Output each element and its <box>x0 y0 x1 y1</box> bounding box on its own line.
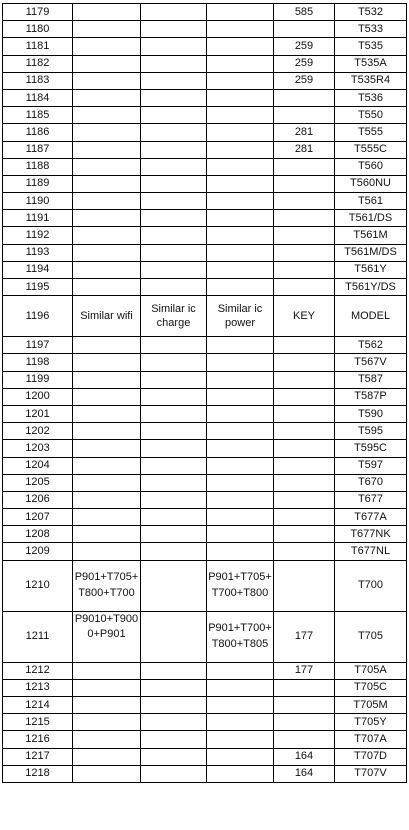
similar-ic-charge-cell <box>141 354 207 371</box>
header-similar-wifi: Similar wifi <box>73 296 141 337</box>
similar-ic-power-cell <box>207 526 274 543</box>
similar-ic-power-cell <box>207 124 274 141</box>
similar-ic-power-cell: P901+T705+T700+T800 <box>207 560 274 611</box>
model-cell: T560NU <box>335 175 407 192</box>
similar-ic-charge-cell <box>141 175 207 192</box>
key-cell: 164 <box>274 748 335 765</box>
similar-wifi-cell <box>73 4 141 21</box>
table-row <box>3 679 407 696</box>
similar-wifi-cell <box>73 354 141 371</box>
model-cell: T705A <box>335 662 407 679</box>
similar-ic-power-cell <box>207 279 274 296</box>
similar-ic-power-cell: P901+T700+T800+T805 <box>207 611 274 662</box>
similar-ic-power-cell <box>207 158 274 175</box>
similar-ic-charge-cell <box>141 38 207 55</box>
model-cell: T595 <box>335 423 407 440</box>
model-cell: T555C <box>335 141 407 158</box>
table-row <box>3 423 407 440</box>
row-number-cell: 1210 <box>3 560 73 611</box>
similar-ic-charge-cell <box>141 337 207 354</box>
similar-ic-power-cell <box>207 423 274 440</box>
similar-ic-power-cell <box>207 697 274 714</box>
similar-wifi-cell <box>73 474 141 491</box>
table-body-top <box>3 4 407 296</box>
row-number-cell: 1204 <box>3 457 73 474</box>
similar-wifi-cell <box>73 38 141 55</box>
similar-ic-power-cell <box>207 354 274 371</box>
similar-ic-charge-cell <box>141 193 207 210</box>
model-cell: T590 <box>335 405 407 422</box>
table-row <box>3 72 407 89</box>
row-number-cell: 1192 <box>3 227 73 244</box>
similar-ic-power-cell <box>207 21 274 38</box>
row-number-cell: 1217 <box>3 748 73 765</box>
similar-wifi-cell <box>73 193 141 210</box>
key-cell <box>274 279 335 296</box>
similar-ic-charge-cell <box>141 405 207 422</box>
table-row <box>3 714 407 731</box>
key-cell: 281 <box>274 141 335 158</box>
row-number-cell: 1179 <box>3 4 73 21</box>
model-cell: T705Y <box>335 714 407 731</box>
model-cell: T705M <box>335 697 407 714</box>
key-cell <box>274 107 335 124</box>
row-number-cell: 1183 <box>3 72 73 89</box>
similar-ic-power-cell <box>207 371 274 388</box>
table-row <box>3 279 407 296</box>
row-number-cell: 1181 <box>3 38 73 55</box>
similar-ic-charge-cell <box>141 731 207 748</box>
similar-ic-power-cell <box>207 388 274 405</box>
table-row <box>3 141 407 158</box>
similar-ic-power-cell <box>207 457 274 474</box>
row-number-cell: 1182 <box>3 55 73 72</box>
similar-ic-charge-cell <box>141 474 207 491</box>
similar-wifi-cell <box>73 210 141 227</box>
model-cell: T535 <box>335 38 407 55</box>
key-cell <box>274 337 335 354</box>
table-row <box>3 457 407 474</box>
row-number-cell: 1195 <box>3 279 73 296</box>
table-row <box>3 405 407 422</box>
similar-ic-power-cell <box>207 491 274 508</box>
model-cell: T535R4 <box>335 72 407 89</box>
table-row <box>3 55 407 72</box>
header-row-number: 1196 <box>3 296 73 337</box>
row-number-cell: 1197 <box>3 337 73 354</box>
row-number-cell: 1215 <box>3 714 73 731</box>
row-number-cell: 1185 <box>3 107 73 124</box>
similar-ic-charge-cell <box>141 543 207 560</box>
row-number-cell: 1180 <box>3 21 73 38</box>
table-row <box>3 440 407 457</box>
similar-ic-power-cell <box>207 175 274 192</box>
model-cell: T677 <box>335 491 407 508</box>
similar-wifi-cell <box>73 244 141 261</box>
similar-ic-charge-cell <box>141 21 207 38</box>
table-row <box>3 662 407 679</box>
similar-wifi-cell <box>73 423 141 440</box>
key-cell <box>274 89 335 106</box>
similar-ic-power-cell <box>207 4 274 21</box>
key-cell: 177 <box>274 611 335 662</box>
similar-ic-charge-cell <box>141 72 207 89</box>
similar-ic-charge-cell <box>141 423 207 440</box>
row-number-cell: 1202 <box>3 423 73 440</box>
similar-wifi-cell <box>73 405 141 422</box>
similar-ic-charge-cell <box>141 509 207 526</box>
similar-wifi-cell <box>73 748 141 765</box>
similar-ic-charge-cell <box>141 141 207 158</box>
row-number-cell: 1206 <box>3 491 73 508</box>
key-cell: 177 <box>274 662 335 679</box>
model-cell: T677NL <box>335 543 407 560</box>
similar-ic-power-cell <box>207 679 274 696</box>
similar-ic-power-cell <box>207 509 274 526</box>
model-cell: T550 <box>335 107 407 124</box>
key-cell <box>274 509 335 526</box>
model-cell: T677NK <box>335 526 407 543</box>
model-cell: T555 <box>335 124 407 141</box>
table-row <box>3 697 407 714</box>
table-header-row-group <box>3 296 407 337</box>
similar-ic-charge-cell <box>141 4 207 21</box>
similar-ic-charge-cell <box>141 158 207 175</box>
similar-ic-power-cell <box>207 765 274 782</box>
similar-ic-power-cell <box>207 210 274 227</box>
similar-wifi-cell <box>73 440 141 457</box>
model-cell: T561 <box>335 193 407 210</box>
model-cell: T707V <box>335 765 407 782</box>
table-row <box>3 4 407 21</box>
key-cell <box>274 371 335 388</box>
similar-ic-charge-cell <box>141 388 207 405</box>
similar-wifi-cell <box>73 141 141 158</box>
key-cell <box>274 543 335 560</box>
row-number-cell: 1207 <box>3 509 73 526</box>
key-cell <box>274 440 335 457</box>
key-cell <box>274 560 335 611</box>
key-cell <box>274 457 335 474</box>
row-number-cell: 1189 <box>3 175 73 192</box>
row-number-cell: 1193 <box>3 244 73 261</box>
similar-wifi-cell <box>73 371 141 388</box>
table-row <box>3 337 407 354</box>
row-number-cell: 1216 <box>3 731 73 748</box>
header-model: MODEL <box>335 296 407 337</box>
similar-ic-power-cell <box>207 141 274 158</box>
similar-wifi-cell <box>73 279 141 296</box>
row-number-cell: 1205 <box>3 474 73 491</box>
model-cell: T567V <box>335 354 407 371</box>
similar-wifi-cell <box>73 261 141 278</box>
similar-wifi-cell <box>73 731 141 748</box>
row-number-cell: 1188 <box>3 158 73 175</box>
header-row <box>3 296 407 337</box>
model-cell: T670 <box>335 474 407 491</box>
similar-wifi-cell <box>73 124 141 141</box>
similar-wifi-cell <box>73 175 141 192</box>
row-number-cell: 1200 <box>3 388 73 405</box>
table-row <box>3 491 407 508</box>
table-row <box>3 748 407 765</box>
model-cell: T707D <box>335 748 407 765</box>
model-cell: T561Y/DS <box>335 279 407 296</box>
similar-wifi-cell <box>73 107 141 124</box>
table-row <box>3 158 407 175</box>
similar-wifi-cell <box>73 697 141 714</box>
model-cell: T677A <box>335 509 407 526</box>
table-row <box>3 261 407 278</box>
similar-ic-power-cell <box>207 244 274 261</box>
table-row <box>3 38 407 55</box>
model-cell: T536 <box>335 89 407 106</box>
similar-ic-power-cell <box>207 107 274 124</box>
table-row <box>3 543 407 560</box>
key-cell <box>274 526 335 543</box>
similar-ic-power-cell <box>207 714 274 731</box>
similar-ic-power-cell <box>207 38 274 55</box>
table-body-bottom <box>3 337 407 783</box>
table-row <box>3 560 407 611</box>
row-number-cell: 1198 <box>3 354 73 371</box>
key-cell <box>274 261 335 278</box>
similar-ic-power-cell <box>207 227 274 244</box>
model-cell: T561M/DS <box>335 244 407 261</box>
key-cell <box>274 405 335 422</box>
key-cell <box>274 354 335 371</box>
model-compatibility-table <box>2 3 407 783</box>
similar-ic-charge-cell <box>141 227 207 244</box>
model-cell: T533 <box>335 21 407 38</box>
table-row <box>3 21 407 38</box>
key-cell: 281 <box>274 124 335 141</box>
similar-ic-power-cell <box>207 55 274 72</box>
similar-wifi-cell <box>73 679 141 696</box>
key-cell <box>274 244 335 261</box>
row-number-cell: 1212 <box>3 662 73 679</box>
table-row <box>3 193 407 210</box>
model-cell: T707A <box>335 731 407 748</box>
key-cell: 259 <box>274 55 335 72</box>
similar-wifi-cell: P901+T705+T800+T700 <box>73 560 141 611</box>
table-row <box>3 89 407 106</box>
key-cell <box>274 731 335 748</box>
similar-ic-power-cell <box>207 662 274 679</box>
key-cell <box>274 158 335 175</box>
similar-wifi-cell <box>73 388 141 405</box>
similar-ic-charge-cell <box>141 124 207 141</box>
similar-wifi-cell <box>73 457 141 474</box>
similar-ic-charge-cell <box>141 55 207 72</box>
similar-ic-charge-cell <box>141 765 207 782</box>
similar-wifi-cell <box>73 662 141 679</box>
similar-wifi-cell: P9010+T9000+P901 <box>73 611 141 662</box>
row-number-cell: 1211 <box>3 611 73 662</box>
key-cell <box>274 491 335 508</box>
header-similar-ic-power: Similar ic power <box>207 296 274 337</box>
header-key: KEY <box>274 296 335 337</box>
model-cell: T532 <box>335 4 407 21</box>
key-cell: 585 <box>274 4 335 21</box>
similar-ic-power-cell <box>207 543 274 560</box>
key-cell <box>274 679 335 696</box>
row-number-cell: 1190 <box>3 193 73 210</box>
model-table-container <box>2 3 407 783</box>
similar-ic-charge-cell <box>141 89 207 106</box>
model-cell: T597 <box>335 457 407 474</box>
key-cell <box>274 423 335 440</box>
similar-wifi-cell <box>73 89 141 106</box>
table-row <box>3 371 407 388</box>
similar-ic-charge-cell <box>141 526 207 543</box>
similar-ic-power-cell <box>207 89 274 106</box>
similar-ic-power-cell <box>207 474 274 491</box>
table-row <box>3 474 407 491</box>
row-number-cell: 1214 <box>3 697 73 714</box>
similar-ic-charge-cell <box>141 210 207 227</box>
similar-ic-charge-cell <box>141 279 207 296</box>
table-row <box>3 611 407 662</box>
similar-ic-power-cell <box>207 405 274 422</box>
similar-wifi-cell <box>73 55 141 72</box>
row-number-cell: 1191 <box>3 210 73 227</box>
table-row <box>3 124 407 141</box>
model-cell: T700 <box>335 560 407 611</box>
model-cell: T595C <box>335 440 407 457</box>
table-row <box>3 354 407 371</box>
similar-ic-charge-cell <box>141 679 207 696</box>
key-cell <box>274 227 335 244</box>
model-cell: T705C <box>335 679 407 696</box>
header-similar-ic-charge: Similar ic charge <box>141 296 207 337</box>
similar-wifi-cell <box>73 227 141 244</box>
similar-ic-power-cell <box>207 337 274 354</box>
model-cell: T535A <box>335 55 407 72</box>
similar-ic-charge-cell <box>141 560 207 611</box>
model-cell: T587 <box>335 371 407 388</box>
similar-ic-power-cell <box>207 731 274 748</box>
similar-ic-charge-cell <box>141 491 207 508</box>
table-row <box>3 227 407 244</box>
row-number-cell: 1218 <box>3 765 73 782</box>
similar-ic-charge-cell <box>141 714 207 731</box>
key-cell <box>274 714 335 731</box>
similar-ic-power-cell <box>207 72 274 89</box>
row-number-cell: 1203 <box>3 440 73 457</box>
table-row <box>3 210 407 227</box>
model-cell: T562 <box>335 337 407 354</box>
similar-wifi-cell <box>73 765 141 782</box>
similar-ic-charge-cell <box>141 244 207 261</box>
key-cell <box>274 210 335 227</box>
model-cell: T705 <box>335 611 407 662</box>
similar-wifi-cell <box>73 714 141 731</box>
model-cell: T561Y <box>335 261 407 278</box>
key-cell <box>274 474 335 491</box>
key-cell <box>274 697 335 714</box>
similar-wifi-cell <box>73 543 141 560</box>
row-number-cell: 1208 <box>3 526 73 543</box>
table-row <box>3 388 407 405</box>
similar-wifi-cell <box>73 509 141 526</box>
row-number-cell: 1199 <box>3 371 73 388</box>
similar-wifi-cell <box>73 491 141 508</box>
similar-ic-charge-cell <box>141 261 207 278</box>
row-number-cell: 1184 <box>3 89 73 106</box>
key-cell: 259 <box>274 72 335 89</box>
similar-ic-power-cell <box>207 440 274 457</box>
row-number-cell: 1186 <box>3 124 73 141</box>
row-number-cell: 1213 <box>3 679 73 696</box>
row-number-cell: 1201 <box>3 405 73 422</box>
table-row <box>3 244 407 261</box>
key-cell <box>274 21 335 38</box>
row-number-cell: 1194 <box>3 261 73 278</box>
model-cell: T561/DS <box>335 210 407 227</box>
similar-ic-charge-cell <box>141 457 207 474</box>
key-cell: 259 <box>274 38 335 55</box>
similar-ic-charge-cell <box>141 107 207 124</box>
table-row <box>3 175 407 192</box>
key-cell: 164 <box>274 765 335 782</box>
row-number-cell: 1209 <box>3 543 73 560</box>
table-row <box>3 765 407 782</box>
similar-ic-charge-cell <box>141 371 207 388</box>
similar-ic-power-cell <box>207 193 274 210</box>
table-row <box>3 731 407 748</box>
similar-ic-charge-cell <box>141 662 207 679</box>
similar-ic-power-cell <box>207 261 274 278</box>
similar-wifi-cell <box>73 21 141 38</box>
model-cell: T587P <box>335 388 407 405</box>
key-cell <box>274 193 335 210</box>
similar-ic-charge-cell <box>141 440 207 457</box>
model-cell: T561M <box>335 227 407 244</box>
table-row <box>3 509 407 526</box>
similar-ic-charge-cell <box>141 697 207 714</box>
similar-wifi-cell <box>73 337 141 354</box>
similar-wifi-cell <box>73 158 141 175</box>
key-cell <box>274 175 335 192</box>
similar-ic-power-cell <box>207 748 274 765</box>
similar-wifi-cell <box>73 72 141 89</box>
row-number-cell: 1187 <box>3 141 73 158</box>
similar-ic-charge-cell <box>141 611 207 662</box>
similar-wifi-cell <box>73 526 141 543</box>
key-cell <box>274 388 335 405</box>
similar-ic-charge-cell <box>141 748 207 765</box>
model-cell: T560 <box>335 158 407 175</box>
table-row <box>3 526 407 543</box>
table-row <box>3 107 407 124</box>
